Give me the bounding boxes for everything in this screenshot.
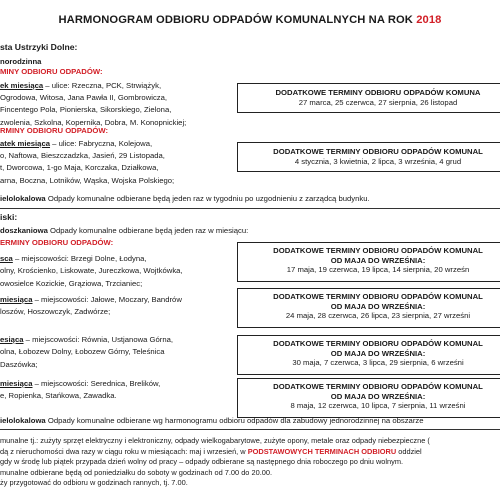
route2-box-dates: 4 stycznia, 3 kwietnia, 2 lipca, 3 września, 4 grud — [294, 156, 462, 166]
rural-route-4-box-dates: 8 maja, 12 czerwca, 10 lipca, 7 sierpnia, 11 wrześni — [290, 401, 466, 411]
route2-box-title: DODATKOWE TERMINY ODBIORU ODPADÓW KOMUNAL — [273, 147, 483, 156]
section2-single-family — [0, 227, 248, 235]
route1-text — [0, 80, 186, 129]
section1-multi-family — [0, 195, 370, 203]
section1-terms-label-2: RMINY ODBIORU ODPADÓW: — [0, 126, 109, 135]
rural-route-1-line-1: sca – miejscowości: Brzegi Dolne, Łodyna, — [0, 254, 147, 263]
rural-route-1-box-title: DODATKOWE TERMINY ODBIORU ODPADÓW KOMUNAL — [273, 246, 483, 255]
route2-line-4: arna, Boczna, Lotników, Wąska, Wojska Polskiego; — [0, 175, 175, 185]
rural-route-4-text — [0, 378, 160, 403]
route1-line-1: ek miesiąca – ulice: Rzeczna, PCK, Strwiążyk, — [0, 81, 162, 90]
footer-divider — [0, 429, 500, 430]
route1-line-2: Ogrodowa, Witosa, Jana Pawła II, Gombrowicza, — [0, 93, 168, 103]
rural-route-3-line-1: esiąca – miejscowości: Równia, Ustjanowa Górna, — [0, 335, 174, 344]
footer-line-3: gdy w środę lub piątek przypada dzień wolny od pracy – odpady odbierane są następnego dnia roboczego po dniu wolnym. — [0, 457, 404, 467]
rural-route-4-box-title: DODATKOWE TERMINY ODBIORU ODPADÓW KOMUNAL — [273, 382, 483, 391]
route2-extra-terms-box — [237, 142, 500, 172]
footer-highlight: PODSTAWOWYCH TERMINACH ODBIORU — [247, 446, 397, 456]
rural-route-4-line-2: e, Ropienka, Stańkowa, Zawadka. — [0, 391, 117, 401]
section1-terms-label: MINY ODBIORU ODPADÓW: — [0, 67, 103, 76]
footer-line-4: munalne odbierane będą od poniedziałku do soboty w godzinach od 7.00 do 20.00. — [0, 467, 273, 477]
section2-single-label: doszkaniowa — [0, 226, 48, 235]
rural-route-2-line-1: miesiąca – miejscowości: Jałowe, Moczary, Bandrów — [0, 295, 182, 304]
route2-text — [0, 138, 174, 187]
rural-route-3-line-3: Daszówka; — [0, 359, 38, 369]
rural-route-3-box-title: DODATKOWE TERMINY ODBIORU ODPADÓW KOMUNAL — [273, 339, 483, 348]
section1-multi-text: Odpady komunalne odbierane będą jeden raz w tygodniu po uzgodnieniu z zarządcą budynku. — [45, 194, 370, 203]
rural-route-4-extra-terms-box — [237, 378, 500, 418]
footer-line-5: ży przygotować do odbioru w godzinach rannych, tj. 7.00. — [0, 478, 188, 488]
section1-heading: sta Ustrzyki Dolne: — [0, 42, 78, 52]
rural-route-1-box-dates: 17 maja, 19 czerwca, 19 lipca, 14 sierpnia, 20 wrześn — [286, 265, 470, 275]
rural-route-3-box-sub: OD MAJA DO WRZEŚNIA: — [330, 348, 426, 358]
rural-route-2-box-title: DODATKOWE TERMINY ODBIORU ODPADÓW KOMUNAL — [273, 292, 483, 301]
rural-route-2-extra-terms-box — [237, 288, 500, 328]
rural-route-3-text — [0, 334, 173, 371]
rural-route-1-line-3: owosielce Kozickie, Grąziowa, Trzcianiec; — [0, 278, 143, 288]
rural-route-4-box-sub: OD MAJA DO WRZEŚNIA: — [330, 391, 426, 401]
section2-multi-text: Odpady komunalne odbierane wg harmonogramu odbioru odpadów dla zabudowy jednorodzinnej na obszarze — [45, 416, 424, 425]
section2-multi-family — [0, 417, 424, 425]
rural-route-1-box-sub: OD MAJA DO WRZEŚNIA: — [330, 255, 426, 265]
rural-route-3-extra-terms-box — [237, 335, 500, 375]
section-divider — [0, 208, 500, 209]
rural-route-3-line-2: olna, Łobozew Dolny, Łobozew Górny, Teleśnica — [0, 347, 165, 357]
footer-line-2: dą z nieruchomości dwa razy w ciągu roku w miesiącach: maj i wrzesień, w PODSTAWOWYCH TERMINACH ODBIORU oddziel — [0, 446, 422, 456]
route1-line-4: zwolenia, Szkolna, Kopernika, Dobra, M. Konopnickiej; — [0, 117, 187, 127]
rural-route-1-extra-terms-box — [237, 242, 500, 282]
rural-route-2-line-2: loszów, Hoszowczyk, Zadwórze; — [0, 307, 111, 317]
section2-single-text: Odpady komunalne odbierane będą jeden raz w miesiącu: — [47, 226, 249, 235]
rural-route-1-text — [0, 253, 183, 290]
route2-line-2: o, Naftowa, Bieszczadzka, Jasień, 29 Listopada, — [0, 151, 165, 161]
footer-notes — [0, 436, 430, 489]
route2-line-3: t, Dworcowa, 1-go Maja, Korczaka, Działkowa, — [0, 163, 159, 173]
route2-line-1: atek miesiąca – ulice: Fabryczna, Kolejowa, — [0, 139, 153, 148]
section2-terms-label: ERMINY ODBIORU ODPADÓW: — [0, 238, 114, 247]
footer-line-1: munalne tj.: zużyty sprzęt elektryczny i elektroniczny, odpady wielkogabarytowe, zużyte opony, metale oraz odpady niebezpieczne ( — [0, 436, 430, 445]
route1-line-3: Fincentego Pola, Pionierska, Sikorskiego, Zielona, — [0, 105, 172, 115]
rural-route-2-box-dates: 24 maja, 28 czerwca, 26 lipca, 23 sierpnia, 27 wrześni — [285, 311, 471, 321]
title-year: 2018 — [416, 14, 442, 26]
section2-heading: iski: — [0, 212, 18, 222]
route1-extra-terms-box — [237, 83, 500, 113]
page-title — [0, 15, 500, 26]
rural-route-4-line-1: miesiąca – miejscowości: Serednica, Brelików, — [0, 379, 161, 388]
rural-route-1-line-2: olny, Krościenko, Liskowate, Jureczkowa, Wojtkówka, — [0, 266, 183, 276]
route1-box-title: DODATKOWE TERMINY ODBIORU ODPADÓW KOMUNA — [275, 88, 481, 97]
title-text: HARMONOGRAM ODBIORU ODPADÓW KOMUNALNYCH NA ROK — [58, 14, 413, 26]
rural-route-3-box-dates: 30 maja, 7 czerwca, 3 lipca, 29 sierpnia, 6 wrześni — [292, 358, 464, 368]
rural-route-2-box-sub: OD MAJA DO WRZEŚNIA: — [330, 301, 426, 311]
route1-box-dates: 27 marca, 25 czerwca, 27 sierpnia, 26 listopad — [298, 97, 458, 107]
section2-multi-label: ielolokalowa — [0, 416, 46, 425]
section1-multi-label: ielolokalowa — [0, 194, 46, 203]
rural-route-2-text — [0, 294, 182, 319]
section1-subheading: norodzinna — [0, 57, 42, 66]
